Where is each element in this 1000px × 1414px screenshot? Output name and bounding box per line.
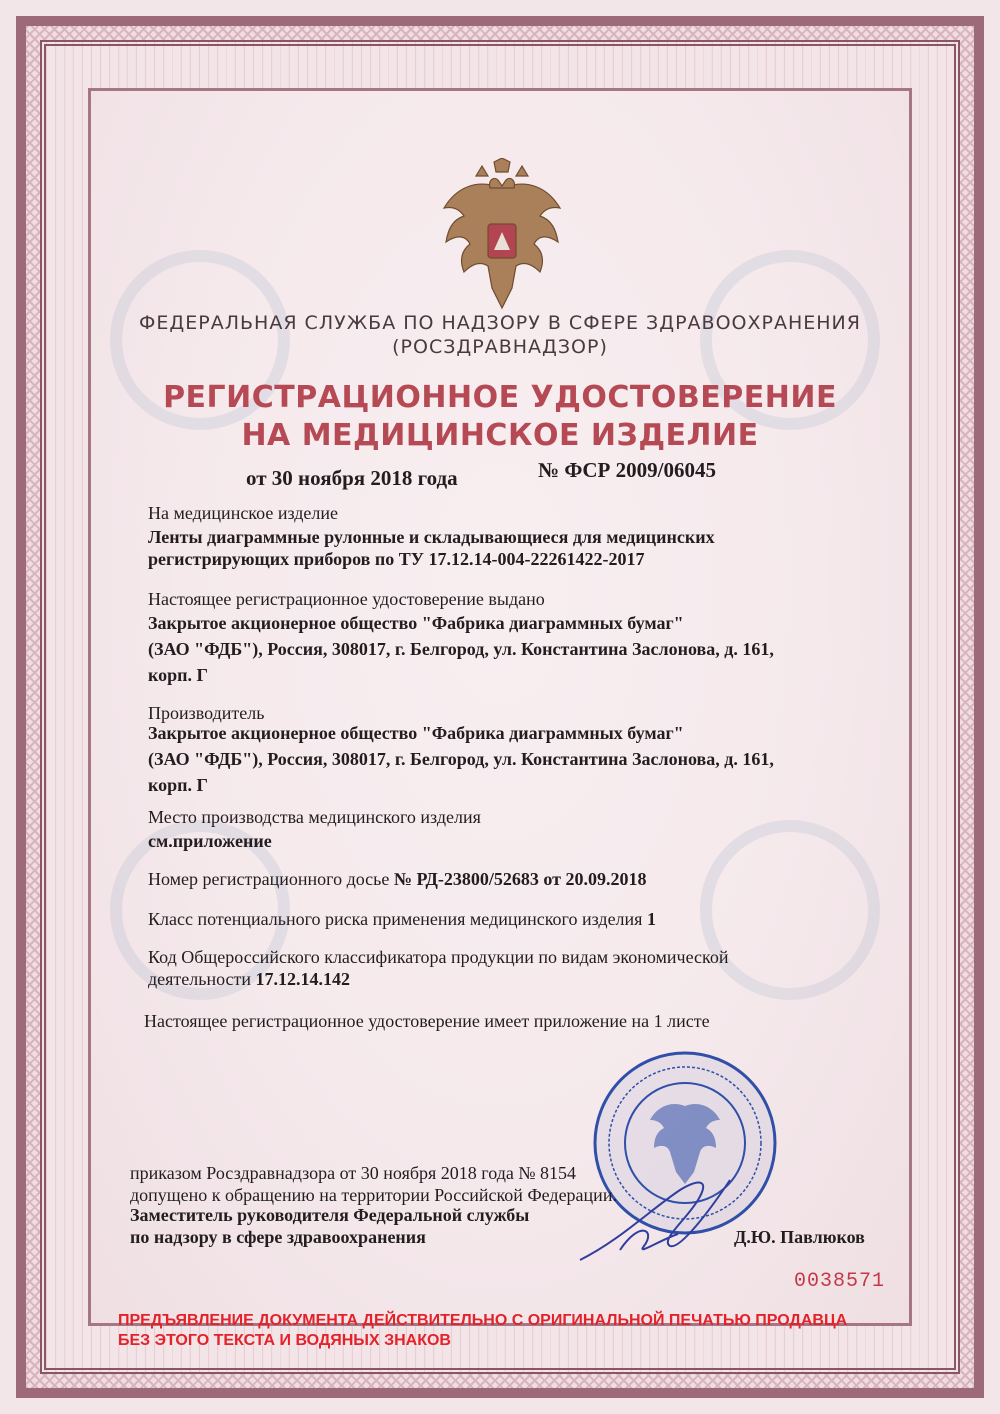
okpd-code: 17.12.14.142 (255, 969, 351, 989)
manufacturer-line-1: Закрытое акционерное общество "Фабрика диаграммных бумаг" (148, 723, 684, 743)
okpd-label-line-2: деятельности (148, 969, 252, 989)
production-site-value: см.приложение (148, 831, 272, 851)
signatory-position-line-2: по надзору в сфере здравоохранения (130, 1227, 426, 1247)
okpd-row (148, 968, 868, 990)
agency-name: ФЕДЕРАЛЬНАЯ СЛУЖБА ПО НАДЗОРУ В СФЕРЕ ЗДРАВООХРАНЕНИЯ (139, 312, 861, 334)
document-title: РЕГИСТРАЦИОННОЕ УДОСТОВЕРЕНИЕ (163, 380, 837, 415)
manufacturer-line-2: (ЗАО "ФДБ"), Россия, 308017, г. Белгород, ул. Константина Заслонова, д. 161, (148, 749, 774, 769)
signatory-name: Д.Ю. Павлюков (734, 1227, 865, 1247)
issued-to-label: Настоящее регистрационное удостоверение выдано (148, 589, 545, 609)
issued-to-line-1: Закрытое акционерное общество "Фабрика диаграммных бумаг" (148, 613, 684, 633)
risk-class-row (148, 908, 868, 930)
appendix-note: Настоящее регистрационное удостоверение имеет приложение на 1 листе (144, 1011, 710, 1031)
issued-to-line-3: корп. Г (148, 665, 208, 685)
coat-of-arms-emblem (436, 158, 568, 316)
warning-line-2: БЕЗ ЭТОГО ТЕКСТА И ВОДЯНЫХ ЗНАКОВ (118, 1332, 451, 1349)
manufacturer-label: Производитель (148, 703, 265, 723)
document-subtitle: НА МЕДИЦИНСКОЕ ИЗДЕЛИЕ (241, 418, 759, 453)
issued-to-line-2: (ЗАО "ФДБ"), Россия, 308017, г. Белгород, ул. Константина Заслонова, д. 161, (148, 639, 774, 659)
risk-class-label: Класс потенциального риска применения медицинского изделия (148, 909, 643, 929)
serial-number: 0038571 (794, 1270, 886, 1293)
risk-class-value: 1 (646, 909, 656, 929)
production-site-label: Место производства медицинского изделия (148, 807, 481, 827)
order-line-2: допущено к обращению на территории Российской Федерации. (130, 1185, 617, 1205)
okpd-label-line-1: Код Общероссийского классификатора продукции по видам экономической (148, 947, 729, 967)
warning-line-1: ПРЕДЪЯВЛЕНИЕ ДОКУМЕНТА ДЕЙСТВИТЕЛЬНО С ОРИГИНАЛЬНОЙ ПЕЧАТЬЮ ПРОДАВЦА (118, 1312, 848, 1329)
order-line-1: приказом Росздравнадзора от 30 ноября 2018 года № 8154 (130, 1163, 577, 1183)
device-name-line-1: Ленты диаграммные рулонные и складывающиеся для медицинских (148, 527, 715, 547)
dossier-label: Номер регистрационного досье (148, 869, 390, 889)
device-label: На медицинское изделие (148, 503, 339, 523)
agency-short-name: (РОСЗДРАВНАДЗОР) (392, 336, 608, 358)
manufacturer-line-3: корп. Г (148, 775, 208, 795)
issue-date: от 30 ноября 2018 года (246, 466, 458, 490)
dossier-row (148, 868, 868, 890)
certificate-number: № ФСР 2009/06045 (538, 458, 716, 482)
device-name-line-2: регистрирующих приборов по ТУ 17.12.14-004-22261422-2017 (148, 549, 645, 569)
dossier-value: № РД-23800/52683 от 20.09.2018 (393, 869, 647, 889)
handwritten-signature (560, 1150, 760, 1280)
signatory-position-line-1: Заместитель руководителя Федеральной службы (130, 1205, 530, 1225)
